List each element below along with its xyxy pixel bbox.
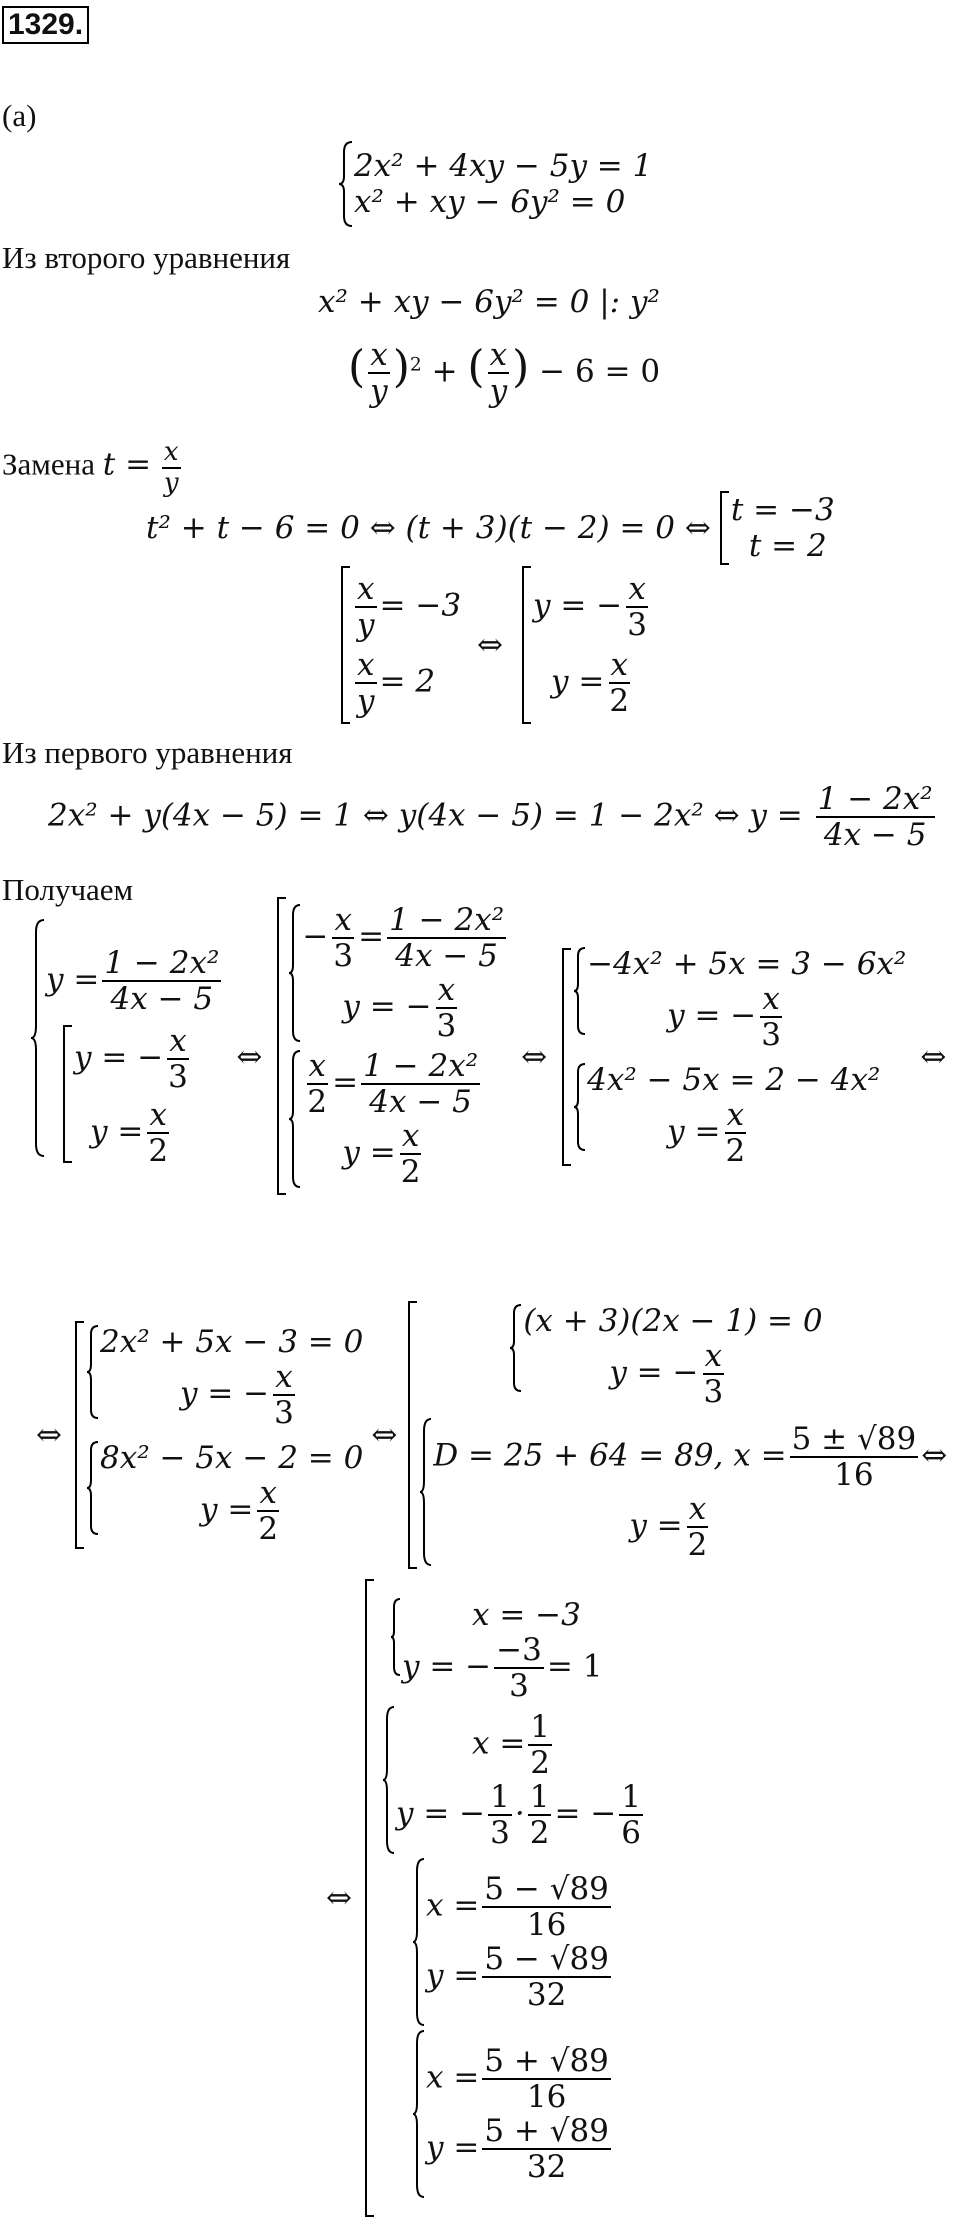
initial-system <box>338 140 652 228</box>
sol1-y: y = − $\frac{-3}{3}$ = 1 <box>401 1631 603 1704</box>
sol1-x: x = −3 <box>471 1596 581 1633</box>
substitution-line: Замена t = $\frac{x}{y}$ <box>2 437 179 498</box>
sol4-x: x = $\frac{5 + √89}{16}$ <box>425 2042 609 2115</box>
system-eq1: 2x² + 4xy − 5y = 1 <box>354 148 653 184</box>
final-bracket <box>362 1578 376 2218</box>
heading-we-get: Получаем <box>2 872 134 907</box>
step2-block: ⇔ 2x² + 5x − 3 = 0 y = − $\frac{x}{3}$ 8x² − 5x − 2 = 0 y = $\frac{x}{2}$ ⇔ (x + 3)(2x − 1) = 0 y = − $\frac{x}{3}$ D = 25 + 64 = 89, x = $\frac{5 \pm √89}{16}$ ⇔ y = $\frac{x}{2}$ <box>36 1300 947 1570</box>
t-root-2: t = 2 <box>748 528 827 564</box>
sol2-x: x = $\frac{1}{2}$ <box>471 1708 551 1781</box>
sol4-y: y = $\frac{5 + √89}{32}$ <box>425 2113 609 2186</box>
problem-number: 1329. <box>2 6 89 44</box>
part-label: (a) <box>2 98 37 133</box>
second-eq-ratio: ( $\frac{x}{y}$ )$^2$ + ( $\frac{x}{y}$ ) − 6 = 0 <box>348 337 661 410</box>
final-solutions: ⇔ x = −3 y = − $\frac{-3}{3}$ = 1 x = $\frac{1}{2}$ y = − $\frac{1}{3}$ · $\frac{1}{2}$ = − $\frac{1}{6}$ x = $\frac{5 - √89}{16}$ y = $\frac{5 - √89}{32}$ x = $\frac{5 + √89}{16}$ y = $\frac{5 + √89}{32}$ <box>326 1578 646 2218</box>
t-root-1: t = −3 <box>730 492 835 528</box>
ratio-system: $\frac{x}{y}$ = −3 $\frac{x}{y}$ = 2 ⇔ y = − $\frac{x}{3}$ y = $\frac{x}{2}$ <box>338 565 652 725</box>
t-quadratic: t² + t − 6 = 0 ⇔ (t + 3)(t − 2) = 0 ⇔ t = −3 t = 2 <box>146 492 835 564</box>
sol2-y: y = − $\frac{1}{3}$ · $\frac{1}{2}$ = − $\frac{1}{6}$ <box>395 1779 642 1852</box>
heading-from-second: Из второго уравнения <box>2 240 291 275</box>
heading-from-first: Из первого уравнения <box>2 735 293 770</box>
sol3-x: x = $\frac{5 - √89}{16}$ <box>425 1870 609 1943</box>
y-bracket <box>519 565 533 725</box>
second-eq-divided: x² + xy − 6y² = 0 |: y² <box>318 284 660 320</box>
step1-brace <box>30 918 46 1158</box>
sol3-y: y = $\frac{5 - √89}{32}$ <box>425 1941 609 2014</box>
system-eq2: x² + xy − 6y² = 0 <box>354 184 626 220</box>
t-roots-bracket <box>717 490 731 566</box>
step1-block: y = $\frac{\text{1 − 2x²}}{4x - 5}$ y = − $\frac{x}{3}$ y = $\frac{x}{2}$ ⇔ − $\frac{x}{3}$ = $\frac{\text{1 − 2x²}}{4x - 5}$ y = − $\frac{x}{3}$ $\frac{x}{2}$ = $\frac{\text{1 − 2x²}}{4x - 5}$ y = $\frac{x}{2}$ ⇔ −4x² + 5x = 3 − 6x² y = − $\frac{x}{3}$ 4x² − 5x = 2 − 4x² y = $\frac{x}{2}$ ⇔ <box>30 918 946 1196</box>
ratio-bracket <box>338 565 352 725</box>
system-brace <box>338 140 354 228</box>
first-eq-solved: 2x² + y(4x − 5) = 1 ⇔ y(4x − 5) = 1 − 2x² ⇔ y = $\frac{\text{1 − 2x²}}{4x - 5}$ <box>48 781 933 854</box>
